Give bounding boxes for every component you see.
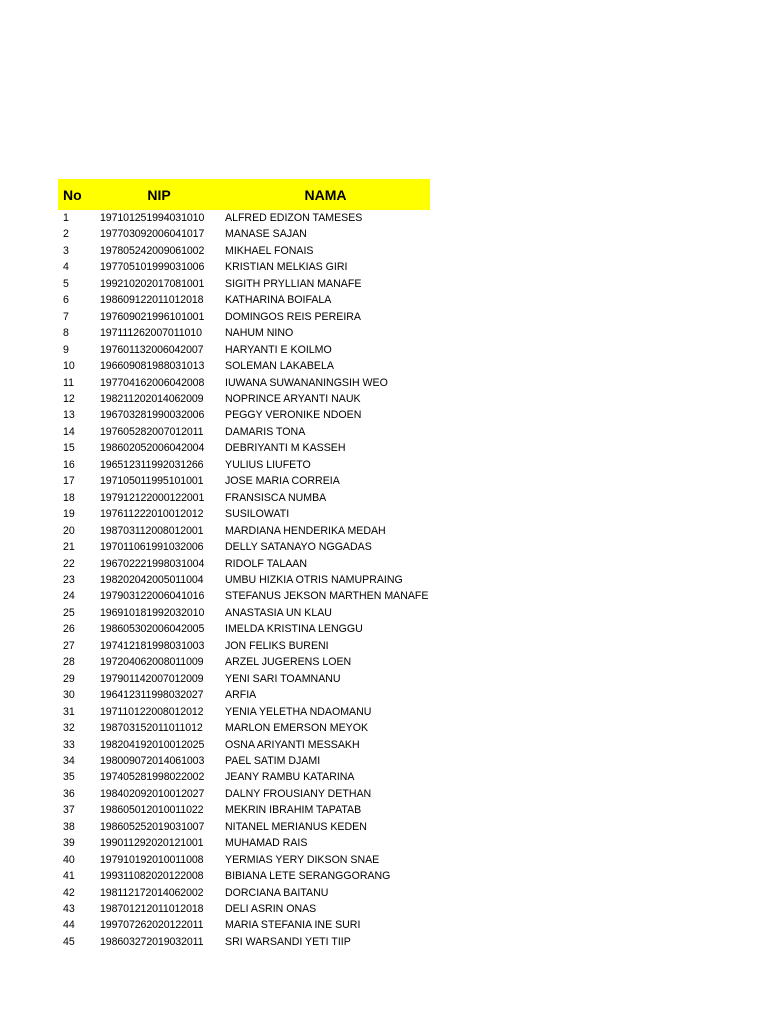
cell-no: 4 xyxy=(63,261,69,274)
cell-no: 11 xyxy=(63,376,74,389)
table-row xyxy=(58,835,430,851)
cell-nip: 197405281998022002 xyxy=(100,771,205,784)
cell-nip: 196703281990032006 xyxy=(100,409,205,422)
table-row xyxy=(58,934,430,950)
cell-no: 37 xyxy=(63,804,75,817)
table-row xyxy=(58,490,430,506)
table-row xyxy=(58,638,430,654)
cell-nip: 198609122011012018 xyxy=(100,294,204,307)
cell-nip: 197903122006041016 xyxy=(100,590,205,603)
table-row xyxy=(58,753,430,769)
cell-no: 43 xyxy=(63,903,75,916)
cell-nip: 197011061991032006 xyxy=(100,541,204,554)
cell-no: 9 xyxy=(63,343,69,356)
table-row xyxy=(58,621,430,637)
cell-nama: YULIUS LIUFETO xyxy=(225,458,311,471)
cell-no: 12 xyxy=(63,392,75,405)
cell-nip: 197101251994031010 xyxy=(100,212,205,224)
cell-no: 25 xyxy=(63,606,75,619)
cell-nama: JON FELIKS BURENI xyxy=(225,639,329,652)
cell-nama: RIDOLF TALAAN xyxy=(225,557,308,570)
cell-nip: 197912122000122001 xyxy=(100,491,205,504)
table-row xyxy=(58,917,430,933)
cell-no: 13 xyxy=(63,409,75,422)
cell-nip: 198202042005011004 xyxy=(100,573,204,586)
cell-nama: JEANY RAMBU KATARINA xyxy=(225,771,355,784)
column-header-nama: NAMA xyxy=(304,186,347,203)
employee-table xyxy=(58,179,430,950)
cell-nip: 196702221998031004 xyxy=(100,557,205,570)
cell-no: 26 xyxy=(63,623,75,636)
table-row xyxy=(58,868,430,884)
cell-no: 22 xyxy=(63,557,75,570)
column-header-nip: NIP xyxy=(147,186,171,203)
cell-no: 17 xyxy=(63,475,75,488)
cell-no: 40 xyxy=(63,853,75,866)
table-row xyxy=(58,654,430,670)
cell-nama: SOLEMAN LAKABELA xyxy=(225,360,334,373)
cell-nama: SUSILOWATI xyxy=(225,508,290,521)
cell-nama: IMELDA KRISTINA LENGGU xyxy=(225,623,363,636)
cell-no: 8 xyxy=(63,327,69,340)
cell-nip: 196412311998032027 xyxy=(100,689,204,702)
cell-nama: OSNA ARIYANTI MESSAKH xyxy=(225,738,360,751)
table-row xyxy=(58,539,430,555)
cell-nama: DELLY SATANAYO NGGADAS xyxy=(225,541,372,554)
table-row xyxy=(58,523,430,539)
cell-nama: ANASTASIA UN KLAU xyxy=(225,606,332,619)
cell-nip: 199011292020121001 xyxy=(100,837,204,850)
cell-no: 24 xyxy=(63,590,75,603)
cell-nip: 199210202017081001 xyxy=(100,277,205,290)
employee-sheet xyxy=(58,179,430,950)
table-row xyxy=(58,259,430,275)
cell-nama: HARYANTI E KOILMO xyxy=(225,343,332,356)
cell-nip: 199707262020122011 xyxy=(100,919,204,932)
cell-nama: DORCIANA BAITANU xyxy=(225,886,329,899)
cell-nama: DAMARIS TONA xyxy=(225,425,306,438)
cell-nip: 198211202014062009 xyxy=(100,392,204,405)
cell-nama: KRISTIAN MELKIAS GIRI xyxy=(225,261,348,274)
table-row xyxy=(58,276,430,292)
cell-nama: NITANEL MERIANUS KEDEN xyxy=(225,820,367,833)
table-row xyxy=(58,885,430,901)
table-row xyxy=(58,309,430,325)
table-row xyxy=(58,786,430,802)
cell-no: 34 xyxy=(63,754,75,767)
cell-no: 36 xyxy=(63,787,75,800)
cell-no: 16 xyxy=(63,458,75,471)
table-row xyxy=(58,424,430,440)
table-row xyxy=(58,243,430,259)
table-row xyxy=(58,292,430,308)
cell-nip: 196512311992031266 xyxy=(100,458,204,471)
cell-nama: ARZEL JUGERENS LOEN xyxy=(225,656,352,669)
cell-nip: 196910181992032010 xyxy=(100,606,205,619)
cell-no: 1 xyxy=(63,212,69,224)
cell-nip: 198402092010012027 xyxy=(100,787,205,800)
cell-nip: 198605302006042005 xyxy=(100,623,205,636)
cell-no: 30 xyxy=(63,689,75,702)
table-header xyxy=(58,179,430,210)
cell-no: 27 xyxy=(63,639,75,652)
table-row xyxy=(58,572,430,588)
cell-no: 42 xyxy=(63,886,75,899)
cell-nip: 198703112008012001 xyxy=(100,524,204,537)
cell-nama: IUWANA SUWANANINGSIH WEO xyxy=(225,376,388,389)
cell-nama: NAHUM NINO xyxy=(225,327,294,340)
cell-no: 44 xyxy=(63,919,75,932)
cell-nip: 197601132006042007 xyxy=(100,343,204,356)
cell-nama: MARDIANA HENDERIKA MEDAH xyxy=(225,524,386,537)
cell-no: 15 xyxy=(63,442,75,455)
cell-nip: 197910192010011008 xyxy=(100,853,204,866)
cell-nama: DELI ASRIN ONAS xyxy=(225,903,317,916)
table-row xyxy=(58,671,430,687)
cell-nama: SRI WARSANDI YETI TIIP xyxy=(225,935,351,948)
cell-nama: PAEL SATIM DJAMI xyxy=(225,754,321,767)
table-row xyxy=(58,226,430,242)
table-row xyxy=(58,342,430,358)
cell-nama: STEFANUS JEKSON MARTHEN MANAFE xyxy=(225,590,429,603)
table-row xyxy=(58,556,430,572)
cell-nip: 199311082020122008 xyxy=(100,870,204,883)
cell-nama: MIKHAEL FONAIS xyxy=(225,244,314,257)
header-row xyxy=(58,179,430,210)
cell-nip: 198602052006042004 xyxy=(100,442,205,455)
cell-nama: DEBRIYANTI M KASSEH xyxy=(225,442,346,455)
cell-nama: MEKRIN IBRAHIM TAPATAB xyxy=(225,804,362,817)
cell-nip: 197110122008012012 xyxy=(100,705,204,718)
table-row xyxy=(58,375,430,391)
cell-no: 10 xyxy=(63,360,75,373)
cell-nama: FRANSISCA NUMBA xyxy=(225,491,327,504)
cell-nama: NOPRINCE ARYANTI NAUK xyxy=(225,392,361,405)
table-row xyxy=(58,325,430,341)
cell-no: 38 xyxy=(63,820,75,833)
cell-nip: 196609081988031013 xyxy=(100,360,205,373)
cell-no: 31 xyxy=(63,705,75,718)
cell-no: 5 xyxy=(63,277,69,290)
cell-nip: 197703092006041017 xyxy=(100,228,205,241)
cell-nama: DALNY FROUSIANY DETHAN xyxy=(225,787,372,800)
cell-no: 7 xyxy=(63,310,69,323)
cell-nama: PEGGY VERONIKE NDOEN xyxy=(225,409,362,422)
cell-no: 18 xyxy=(63,491,75,504)
cell-nama: JOSE MARIA CORREIA xyxy=(225,475,340,488)
table-row xyxy=(58,407,430,423)
cell-nama: YENIA YELETHA NDAOMANU xyxy=(225,705,372,718)
cell-no: 6 xyxy=(63,294,69,307)
cell-no: 35 xyxy=(63,771,75,784)
table-row xyxy=(58,457,430,473)
table-row xyxy=(58,210,430,226)
table-row xyxy=(58,687,430,703)
cell-nama: YENI SARI TOAMNANU xyxy=(225,672,341,685)
column-header-no: No xyxy=(63,186,82,203)
cell-no: 28 xyxy=(63,656,75,669)
table-row xyxy=(58,901,430,917)
table-row xyxy=(58,391,430,407)
table-row xyxy=(58,588,430,604)
cell-nama: MARLON EMERSON MEYOK xyxy=(225,722,369,735)
cell-nip: 198204192010012025 xyxy=(100,738,205,751)
cell-no: 45 xyxy=(63,935,75,948)
cell-nip: 198703152011011012 xyxy=(100,722,203,735)
cell-nip: 198009072014061003 xyxy=(100,754,205,767)
cell-nama: DOMINGOS REIS PEREIRA xyxy=(225,310,361,323)
cell-nama: MARIA STEFANIA INE SURI xyxy=(225,919,361,932)
cell-nip: 197609021996101001 xyxy=(100,310,205,323)
cell-nama: ARFIA xyxy=(225,689,257,702)
cell-nip: 197412181998031003 xyxy=(100,639,205,652)
table-row xyxy=(58,704,430,720)
cell-nip: 197705101999031006 xyxy=(100,261,205,274)
cell-nama: KATHARINA BOIFALA xyxy=(225,294,332,307)
cell-no: 14 xyxy=(63,425,75,438)
cell-nip: 198605252019031007 xyxy=(100,820,205,833)
cell-nip: 197105011995101001 xyxy=(100,475,204,488)
table-row xyxy=(58,506,430,522)
cell-no: 3 xyxy=(63,244,69,257)
table-row xyxy=(58,440,430,456)
cell-nama: ALFRED EDIZON TAMESES xyxy=(225,212,363,224)
cell-nip: 197605282007012011 xyxy=(100,425,204,438)
cell-no: 21 xyxy=(63,541,75,554)
cell-nama: MUHAMAD RAIS xyxy=(225,837,308,850)
cell-no: 23 xyxy=(63,573,75,586)
cell-nip: 198605012010011022 xyxy=(100,804,204,817)
cell-nip: 197805242009061002 xyxy=(100,244,205,257)
cell-no: 20 xyxy=(63,524,75,537)
table-row xyxy=(58,720,430,736)
cell-nama: BIBIANA LETE SERANGGORANG xyxy=(225,870,391,883)
table-row xyxy=(58,819,430,835)
cell-no: 33 xyxy=(63,738,75,751)
cell-nip: 197901142007012009 xyxy=(100,672,204,685)
cell-nama: MANASE SAJAN xyxy=(225,228,307,241)
table-row xyxy=(58,473,430,489)
table-row xyxy=(58,852,430,868)
table-body xyxy=(58,210,430,950)
cell-nama: UMBU HIZKIA OTRIS NAMUPRAING xyxy=(225,573,403,586)
table-row xyxy=(58,605,430,621)
table-row xyxy=(58,358,430,374)
cell-nip: 198112172014062002 xyxy=(100,886,204,899)
cell-no: 29 xyxy=(63,672,75,685)
cell-no: 41 xyxy=(63,870,75,883)
cell-nip: 197204062008011009 xyxy=(100,656,204,669)
cell-no: 19 xyxy=(63,508,75,521)
cell-nip: 198603272019032011 xyxy=(100,935,204,948)
cell-no: 39 xyxy=(63,837,75,850)
cell-nip: 197611222010012012 xyxy=(100,508,204,521)
cell-nama: SIGITH PRYLLIAN MANAFE xyxy=(225,277,362,290)
cell-no: 2 xyxy=(63,228,69,241)
cell-nip: 197111262007011010 xyxy=(100,327,202,340)
table-row xyxy=(58,802,430,818)
cell-nip: 197704162006042008 xyxy=(100,376,205,389)
cell-nama: YERMIAS YERY DIKSON SNAE xyxy=(225,853,380,866)
cell-no: 32 xyxy=(63,722,75,735)
table-row xyxy=(58,737,430,753)
table-row xyxy=(58,769,430,785)
cell-nip: 198701212011012018 xyxy=(100,903,204,916)
